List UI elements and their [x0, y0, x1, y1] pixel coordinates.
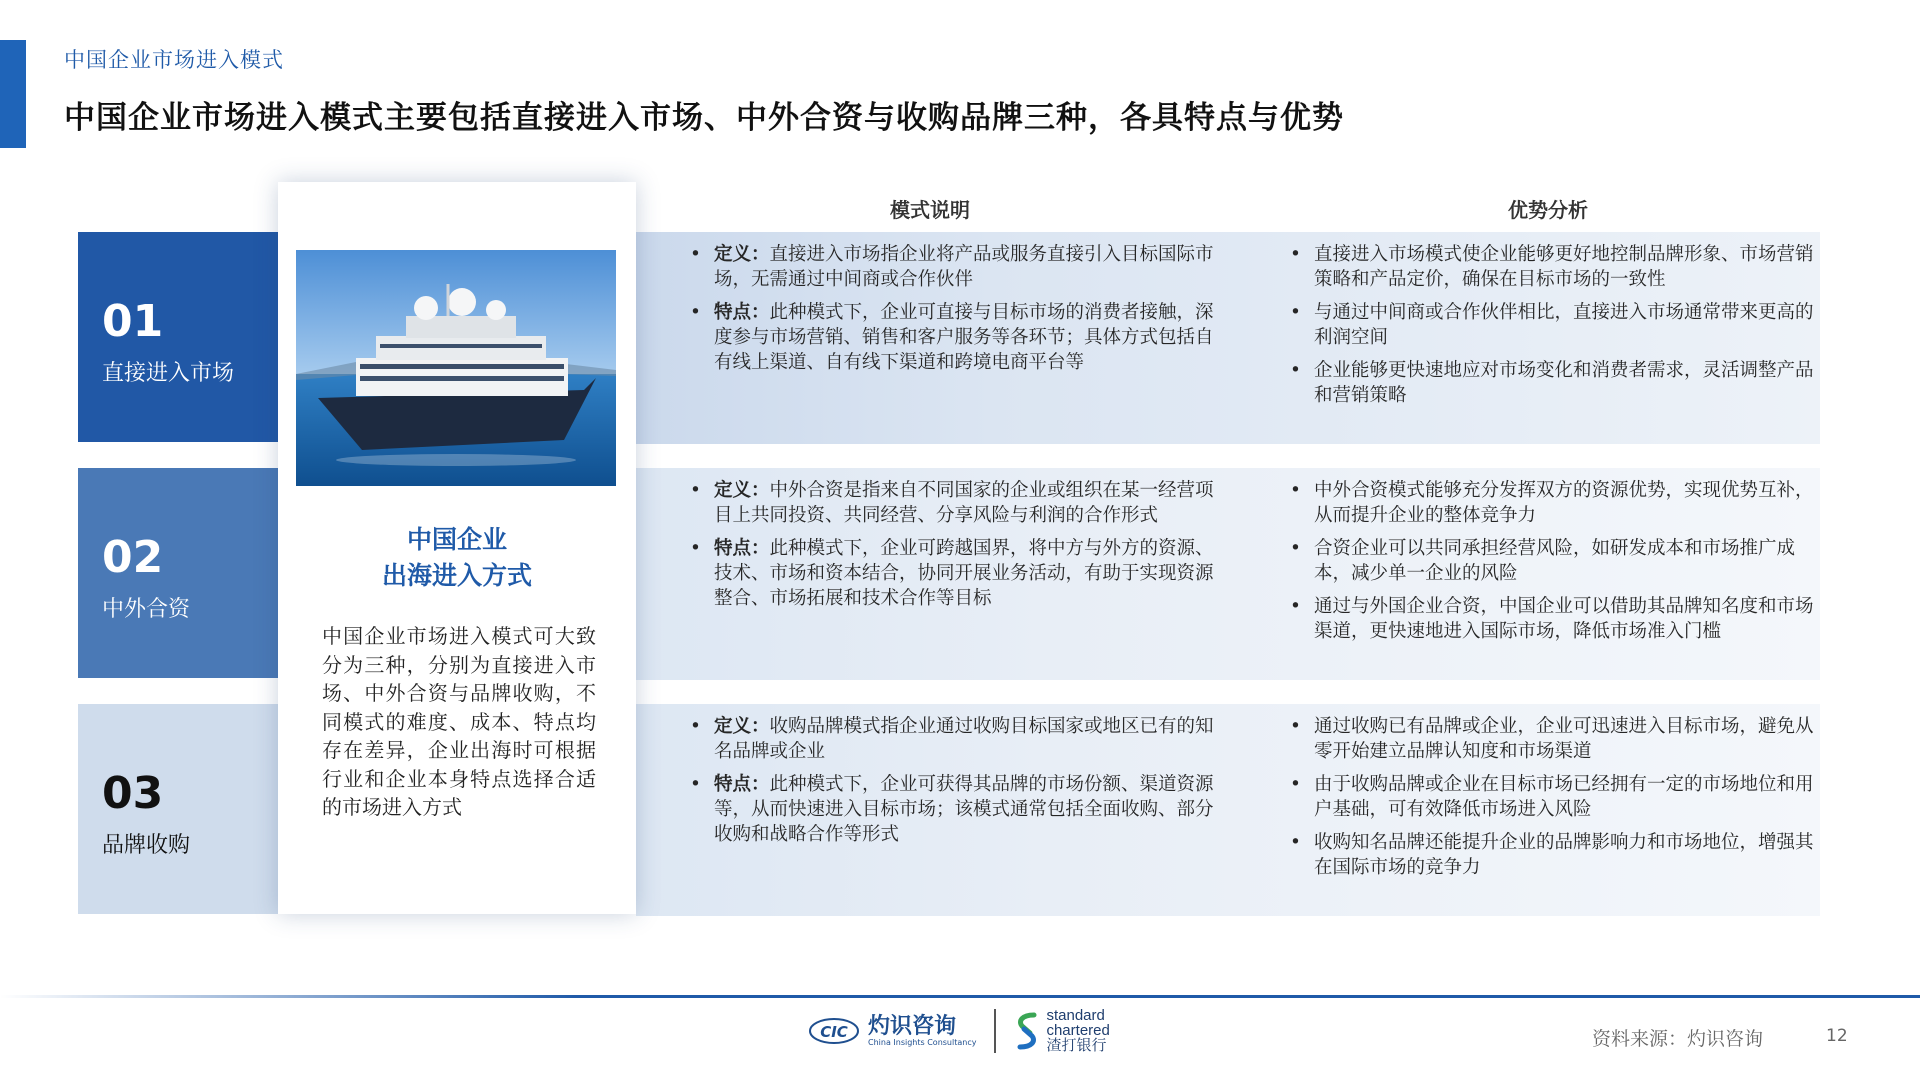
page-title: 中国企业市场进入模式主要包括直接进入市场、中外合资与收购品牌三种，各具特点与优势: [64, 100, 1344, 136]
mode-block-1: [78, 232, 278, 442]
list-item: • 特点：此种模式下，企业可直接与目标市场的消费者接触，深度参与市场营销、销售和客户服务等各环节；具体方式包括自有线上渠道、自有线下渠道和跨境电商平台等: [688, 300, 1228, 375]
section-label: 中国企业市场进入模式: [64, 48, 284, 72]
card-body: 中国企业市场进入模式可大致分为三种，分别为直接进入市场、中外合资与品牌收购，不同模式的难度、成本、特点均存在差异，企业出海时可根据行业和企业本身特点选择合适的市场进入方式: [322, 624, 596, 819]
page-number: 12: [1826, 1026, 1848, 1046]
mode-label: 中外合资: [102, 597, 191, 622]
mode-block-2: [78, 468, 278, 678]
mode-block-3: [78, 704, 278, 914]
list-item: • 合资企业可以共同承担经营风险，如研发成本和市场推广成本，减少单一企业的风险: [1288, 536, 1824, 586]
mode-label: 直接进入市场: [102, 361, 235, 386]
list-item: • 企业能够更快速地应对市场变化和消费者需求，灵活调整产品和营销策略: [1288, 358, 1824, 408]
advantage-list-1: [1288, 242, 1824, 416]
mode-label: 品牌收购: [102, 833, 191, 858]
cic-logo: CIC 灼识咨询 China Insights Consultancy: [808, 1014, 976, 1047]
list-item: • 特点：此种模式下，企业可获得其品牌的市场份额、渠道资源等，从而快速进入目标市场；该模式通常包括全面收购、部分收购和战略合作等形式: [688, 772, 1228, 847]
standard-chartered-mark-icon: [1014, 1011, 1040, 1051]
standard-chartered-logo: standard chartered 渣打银行: [1014, 1008, 1109, 1053]
list-item: • 定义：中外合资是指来自不同国家的企业或组织在某一经营项目上共同投资、共同经营、分享风险与利润的合作形式: [688, 478, 1228, 528]
list-item: • 通过收购已有品牌或企业，企业可迅速进入目标市场，避免从零开始建立品牌认知度和市场渠道: [1288, 714, 1824, 764]
description-list-3: [688, 714, 1228, 855]
advantage-list-2: [1288, 478, 1824, 652]
list-item: • 由于收购品牌或企业在目标市场已经拥有一定的市场地位和用户基础，可有效降低市场进入风险: [1288, 772, 1824, 822]
mode-number: 01: [102, 296, 164, 347]
list-item: • 定义：收购品牌模式指企业通过收购目标国家或地区已有的知名品牌或企业: [688, 714, 1228, 764]
center-card: [278, 182, 636, 914]
list-item: • 定义：直接进入市场指企业将产品或服务直接引入目标国际市场，无需通过中间商或合作伙伴: [688, 242, 1228, 292]
logo-divider: [994, 1009, 996, 1053]
list-item: • 通过与外国企业合资，中国企业可以借助其品牌知名度和市场渠道，更快速地进入国际市场，降低市场准入门槛: [1288, 594, 1824, 644]
list-item: • 特点：此种模式下，企业可跨越国界，将中方与外方的资源、技术、市场和资本结合，协同开展业务活动，有助于实现资源整合、市场拓展和技术合作等目标: [688, 536, 1228, 611]
footer-line: [0, 995, 1920, 998]
card-title: 中国企业 出海进入方式: [381, 525, 532, 590]
description-list-1: [688, 242, 1228, 383]
advantage-list-3: [1288, 714, 1824, 888]
list-item: • 收购知名品牌还能提升企业的品牌影响力和市场地位，增强其在国际市场的竞争力: [1288, 830, 1824, 880]
column-header-description: 模式说明: [890, 198, 970, 222]
list-item: • 中外合资模式能够充分发挥双方的资源优势，实现优势互补，从而提升企业的整体竞争力: [1288, 478, 1824, 528]
mode-number: 02: [102, 532, 164, 583]
mode-number: 03: [102, 768, 164, 819]
svg-text:CIC: CIC: [820, 1022, 848, 1041]
cruise-ship-image: [296, 250, 616, 486]
accent-bar: [0, 40, 26, 148]
source-note: 资料来源：灼识咨询: [1592, 1028, 1764, 1050]
list-item: • 直接进入市场模式使企业能够更好地控制品牌形象、市场营销策略和产品定价，确保在目标市场的一致性: [1288, 242, 1824, 292]
list-item: • 与通过中间商或合作伙伴相比，直接进入市场通常带来更高的利润空间: [1288, 300, 1824, 350]
column-header-advantages: 优势分析: [1508, 198, 1588, 222]
cic-mark-icon: [808, 1016, 860, 1046]
footer-logos: [808, 1008, 1110, 1053]
description-list-2: [688, 478, 1228, 619]
